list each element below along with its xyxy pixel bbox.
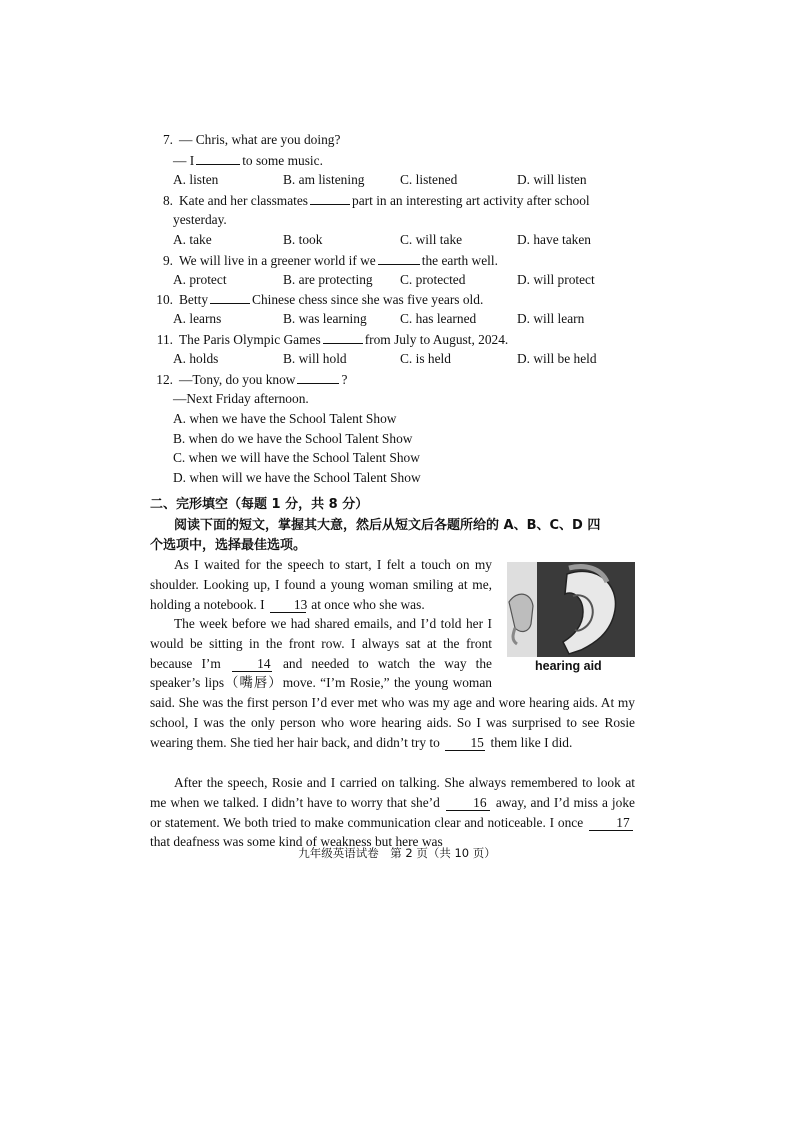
cloze-blank-13: 13 <box>270 598 306 613</box>
question-text: Kate and her classmates <box>179 193 309 208</box>
question-text: The Paris Olympic Games <box>179 332 321 347</box>
question-8-continued: yesterday. <box>173 212 227 227</box>
option-a: A. learns <box>173 311 222 326</box>
question-12-response: —Next Friday afternoon. <box>173 391 309 406</box>
answer-blank <box>323 329 363 344</box>
option-b: B. was learning <box>283 311 367 326</box>
option-b: B. are protecting <box>283 272 373 287</box>
option-c: C. has learned <box>400 311 477 326</box>
cloze-blank-17: 17 <box>589 816 633 831</box>
figure-spacer <box>492 614 635 674</box>
answer-blank <box>310 190 350 205</box>
option-c: C. will take <box>400 232 463 247</box>
question-text: We will live in a greener world if we <box>179 253 376 268</box>
passage-text: As I waited for the speech to start, I felt a touch on my shoulder. Looking up, I found a young woman smiling at me, holding a notebook. I <box>150 557 492 612</box>
page-footer: 九年级英语试卷 第 2 页（共 10 页） <box>298 846 496 860</box>
option-d: D. have taken <box>517 232 591 247</box>
option-b: B. am listening <box>283 172 365 187</box>
cloze-blank-14: 14 <box>232 657 272 672</box>
option-c: C. is held <box>400 351 451 366</box>
question-text: the earth well. <box>421 253 498 268</box>
question-8 <box>152 190 590 211</box>
question-10 <box>152 289 483 310</box>
option-c: C. listened <box>400 172 458 187</box>
question-text: from July to August, 2024. <box>364 332 509 347</box>
passage-text: them like I did. <box>490 734 573 750</box>
answer-blank <box>210 289 250 304</box>
question-text: part in an interesting art activity after school <box>352 193 590 208</box>
question-7-response <box>173 150 323 171</box>
cloze-blank-16: 16 <box>446 796 490 811</box>
passage-paragraph-2 <box>150 614 635 753</box>
option-a: A. protect <box>173 272 227 287</box>
question-9 <box>152 250 498 271</box>
question-text: — Chris, what are you doing? <box>179 132 341 147</box>
question-number: 8. <box>162 193 173 208</box>
passage-text: that deafness was some kind of weakness but here was <box>150 834 443 850</box>
option-b: B. when do we have the School Talent Show <box>173 431 413 446</box>
option-d: D. when will we have the School Talent Show <box>173 470 421 485</box>
question-12 <box>152 369 347 390</box>
answer-blank <box>196 150 240 165</box>
passage-paragraph-3 <box>150 773 635 852</box>
question-text: — I <box>173 153 195 168</box>
question-number: 11. <box>156 332 173 347</box>
option-a: A. take <box>173 232 212 247</box>
question-text: Betty <box>179 292 209 307</box>
passage-text: and needed to watch the way the speaker’s lips（嘴唇）move. “I’m Rosie,” the young woman said. She was the first person I’d ever met who was my age and wore hearing aids. At my school, I was the only person who wore hearing aids. So I was surprised to see Rosie wearing them. She tied her hair back, and didn’t try to <box>150 655 635 750</box>
option-b: B. took <box>283 232 323 247</box>
question-number: 7. <box>162 132 173 147</box>
option-d: D. will learn <box>517 311 585 326</box>
option-c: C. protected <box>400 272 466 287</box>
option-d: D. will listen <box>517 172 587 187</box>
passage-text: away, and I’d miss a joke or statement. We both tried to make communication clear and noticeable. I once <box>150 794 635 830</box>
passage-paragraph-1 <box>150 555 492 614</box>
question-7 <box>152 130 340 150</box>
cloze-blank-15: 15 <box>445 736 485 751</box>
question-number: 9. <box>162 253 173 268</box>
question-text: —Tony, do you know <box>179 372 296 387</box>
option-a: A. holds <box>173 351 219 366</box>
passage-text: After the speech, Rosie and I carried on talking. She always remembered to look at me when we talked. I didn’t have to worry that she’d <box>150 775 635 810</box>
option-c: C. when we will have the School Talent Show <box>173 450 420 465</box>
section-instruction-continued: 个选项中，选择最佳选项。 <box>150 538 307 553</box>
question-text: ? <box>341 372 348 387</box>
question-11 <box>152 329 508 350</box>
figure-caption: hearing aid <box>535 659 602 673</box>
question-text: Chinese chess since she was five years old. <box>252 292 484 307</box>
question-text: to some music. <box>242 153 323 168</box>
section-title: 二、完形填空（每题 1 分，共 8 分） <box>150 497 369 512</box>
option-a: A. when we have the School Talent Show <box>173 411 397 426</box>
passage-text: The week before we had shared emails, and I’d told her I would be sitting in the front row. I always sat at the front because I’m <box>150 616 492 671</box>
section-instruction: 阅读下面的短文，掌握其大意，然后从短文后各题所给的 A、B、C、D 四 <box>174 518 601 533</box>
question-number: 12. <box>156 372 173 387</box>
option-b: B. will hold <box>283 351 347 366</box>
option-d: D. will protect <box>517 272 595 287</box>
answer-blank <box>378 250 420 265</box>
option-a: A. listen <box>173 172 219 187</box>
option-d: D. will be held <box>517 351 597 366</box>
answer-blank <box>297 369 339 384</box>
question-number: 10. <box>156 292 173 307</box>
passage-text: at once who she was. <box>311 596 425 612</box>
